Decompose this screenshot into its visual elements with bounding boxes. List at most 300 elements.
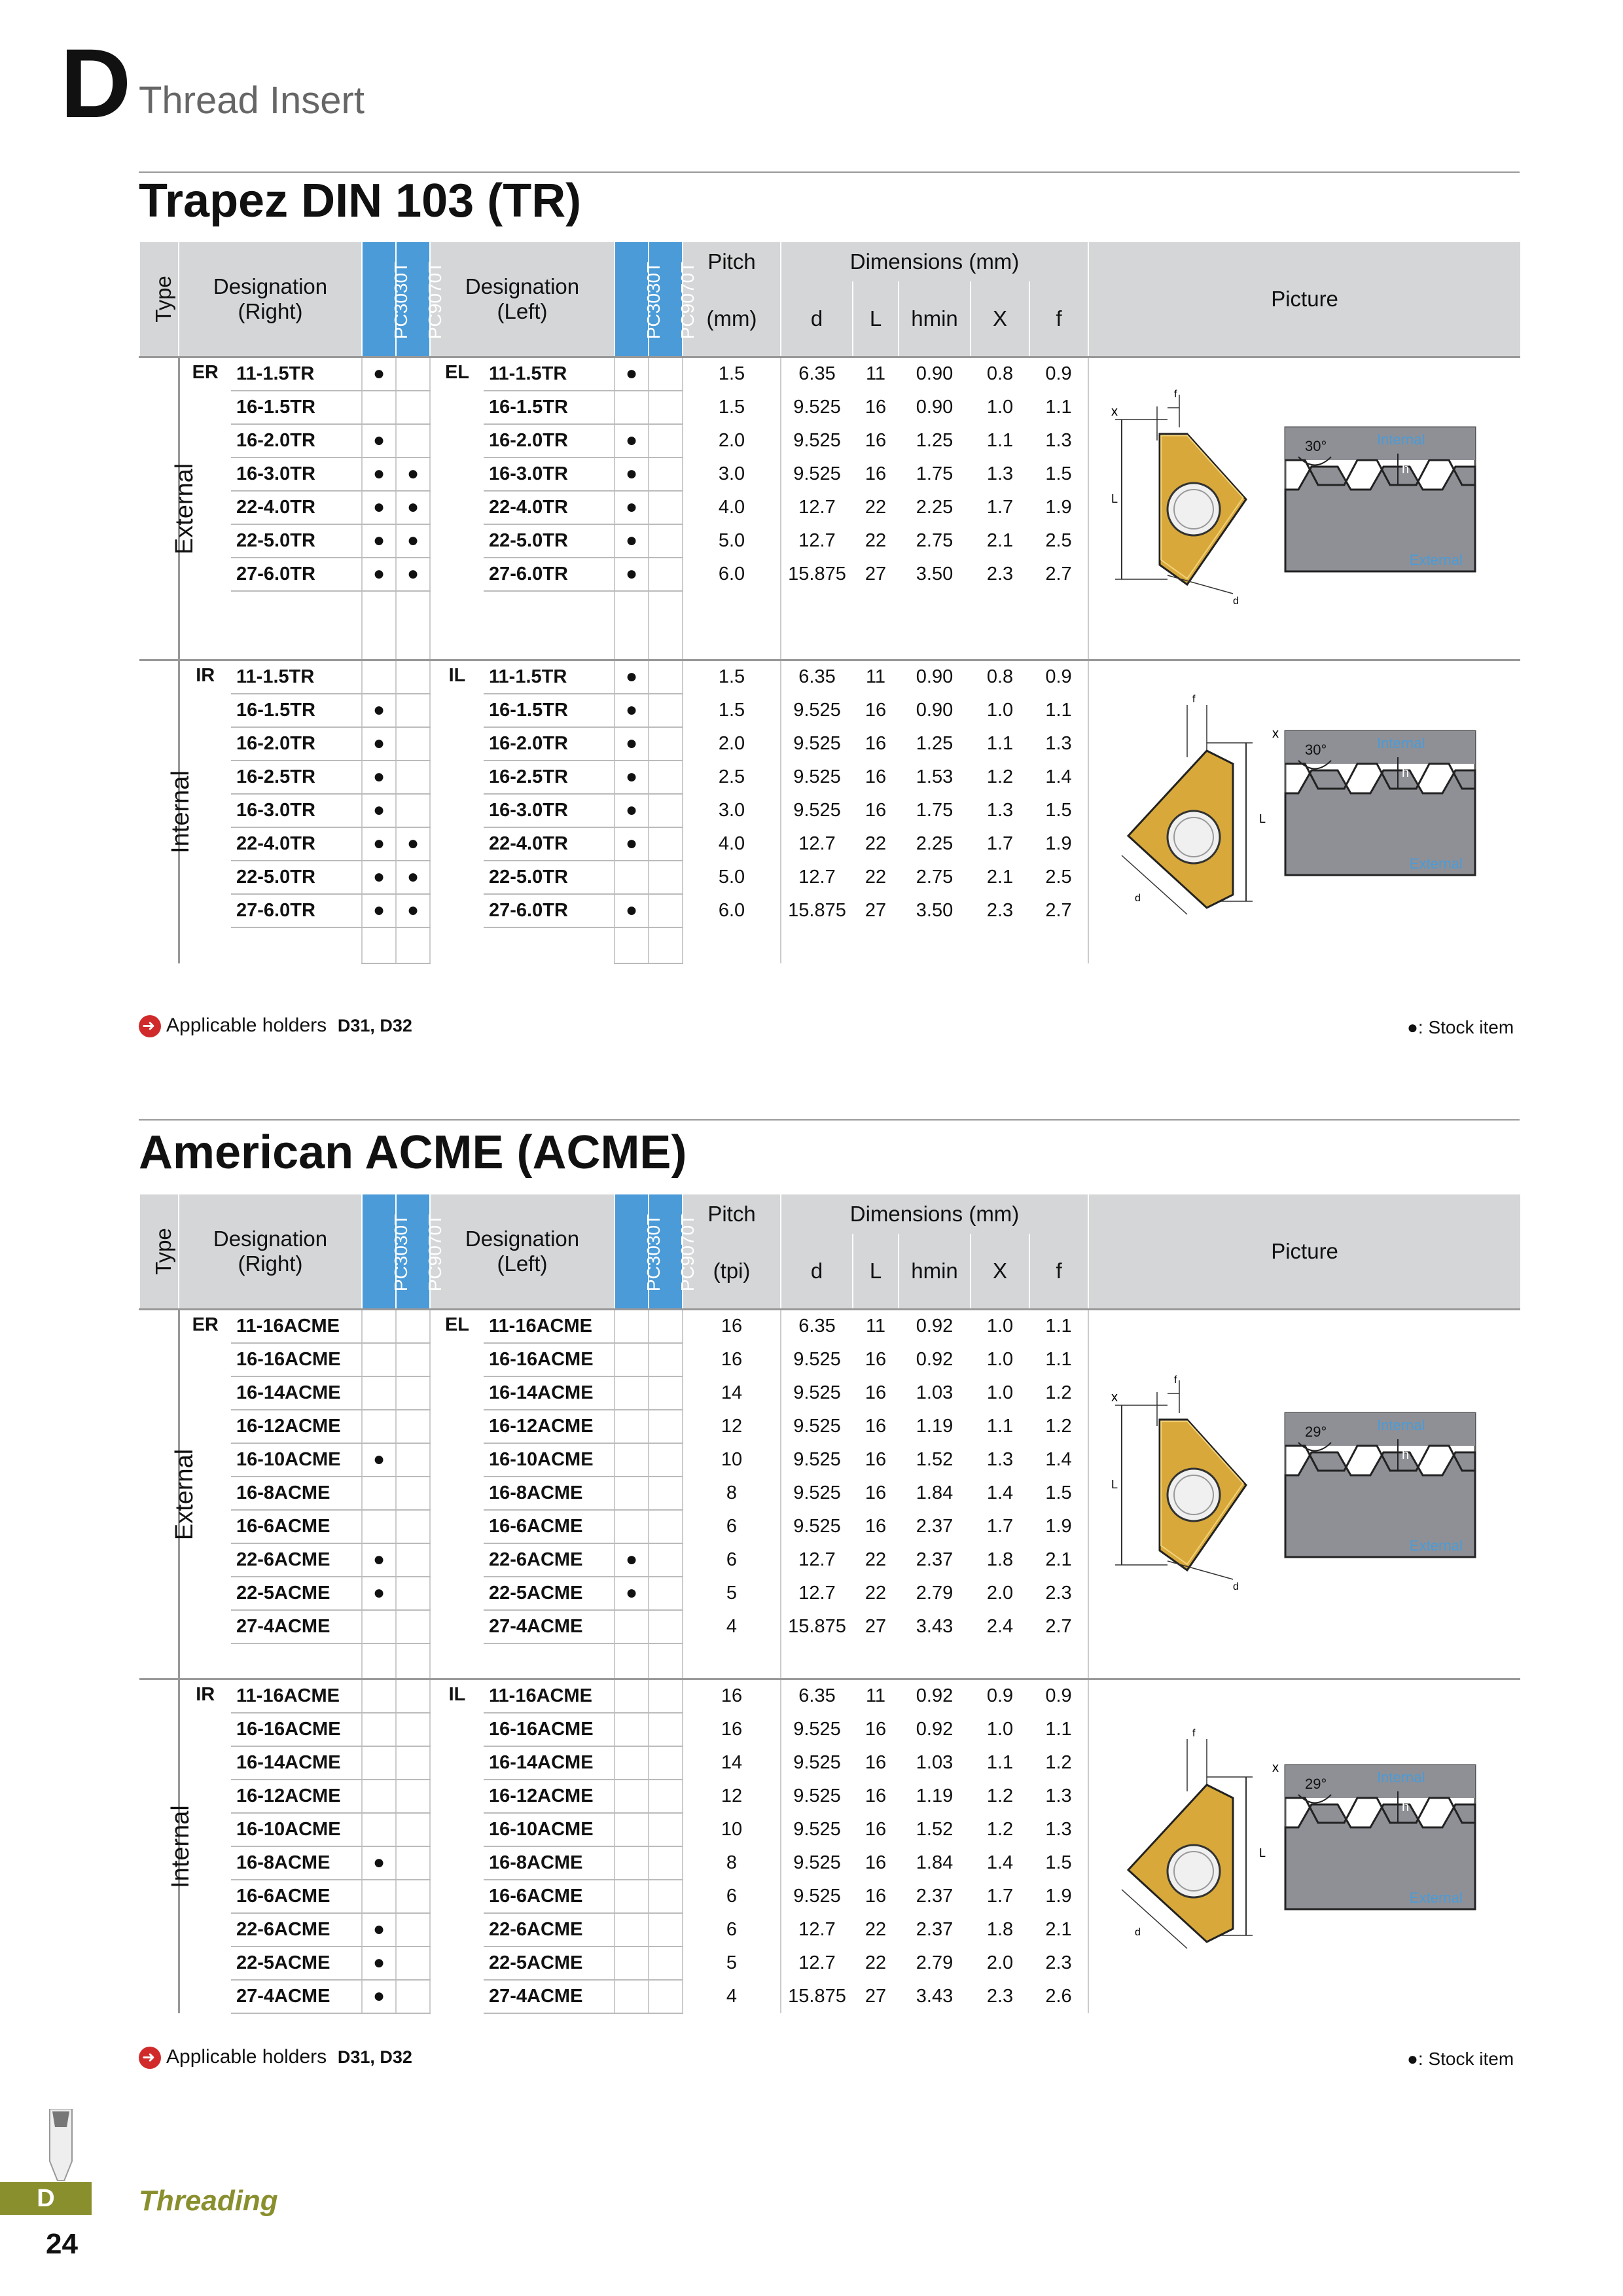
type-label: External <box>139 357 179 660</box>
stock-pc3030t-left <box>615 1713 649 1746</box>
dim-d: 9.525 <box>793 396 841 418</box>
dim-l: 22 <box>865 833 887 854</box>
dim-l-label: L <box>1258 812 1266 825</box>
designation-right[interactable]: 22-5ACME <box>231 1577 362 1610</box>
dim-l: 16 <box>865 732 887 754</box>
pitch-value: 2.5 <box>683 761 781 794</box>
dim-hmin: 1.75 <box>916 799 954 821</box>
col-grade-pc3030t-left: PC3030T <box>615 1194 649 1310</box>
dim-x: 0.8 <box>971 357 1029 391</box>
dim-f: 1.2 <box>1045 1382 1072 1403</box>
pitch-value: 2.0 <box>683 424 781 457</box>
dim-d: 9.525 <box>793 1751 841 1773</box>
arrow-right-icon <box>139 1015 161 1037</box>
dim-hmin: 0.92 <box>899 1310 971 1343</box>
designation-left[interactable]: 22-6ACME <box>484 1543 615 1577</box>
dim-hmin: 0.90 <box>916 699 954 721</box>
dim-d: 15.875 <box>788 899 846 921</box>
stock-pc9070t-right <box>396 1846 430 1880</box>
pitch-value: 1.5 <box>683 660 781 694</box>
designation-left[interactable]: 16-14ACME <box>484 1376 615 1410</box>
stock-pc9070t-left <box>649 1477 683 1510</box>
col-picture: Picture <box>1088 1194 1520 1310</box>
designation-right[interactable]: 16-8ACME <box>231 1846 362 1880</box>
dim-d: 9.525 <box>793 1818 841 1840</box>
dim-hmin: 3.43 <box>916 1615 954 1637</box>
designation-left[interactable]: 16-8ACME <box>484 1846 615 1880</box>
designation-right[interactable]: 16-1.5TR <box>231 391 362 424</box>
table-row <box>139 660 1520 694</box>
stock-pc9070t-left <box>649 1310 683 1343</box>
dim-f: 1.2 <box>1045 1415 1072 1437</box>
designation-right[interactable]: 16-1.5TR <box>231 694 362 727</box>
stock-pc9070t-right: ● <box>396 558 430 591</box>
stock-pc3030t-left: ● <box>615 794 649 827</box>
dim-x: 2.3 <box>986 563 1014 584</box>
dim-d-label: d <box>1232 596 1239 607</box>
stock-pc3030t-left <box>615 1880 649 1913</box>
code-right: ER <box>179 357 231 660</box>
stock-pc3030t-right <box>362 1376 396 1410</box>
designation-right[interactable]: 27-6.0TR <box>231 558 362 591</box>
dim-hmin: 0.90 <box>899 660 971 694</box>
dim-f-label: f <box>1173 389 1177 400</box>
col-d: d <box>781 1234 853 1310</box>
dim-x: 1.0 <box>986 1348 1014 1370</box>
dim-f: 1.1 <box>1045 1348 1072 1370</box>
dim-x: 1.1 <box>986 732 1014 754</box>
pitch-value: 5.0 <box>683 524 781 558</box>
pitch-value: 16 <box>683 1679 781 1713</box>
designation-right[interactable]: 16-6ACME <box>231 1510 362 1543</box>
designation-right[interactable]: 22-5.0TR <box>231 861 362 894</box>
stock-pc3030t-right <box>362 1510 396 1543</box>
designation-left[interactable]: 22-4.0TR <box>484 827 615 861</box>
designation-left[interactable]: 16-6ACME <box>484 1510 615 1543</box>
dim-x: 1.8 <box>986 1549 1014 1570</box>
dim-x-label: x <box>1111 404 1118 419</box>
designation-left[interactable]: 16-1.5TR <box>484 391 615 424</box>
stock-pc3030t-right: ● <box>362 694 396 727</box>
pitch-value: 8 <box>683 1477 781 1510</box>
dim-x: 2.3 <box>986 1985 1014 2007</box>
designation-right[interactable]: 11-1.5TR <box>231 660 362 694</box>
dim-l: 27 <box>865 1615 887 1637</box>
designation-left[interactable]: 22-5.0TR <box>484 861 615 894</box>
stock-pc9070t-right <box>396 1410 430 1443</box>
dim-l: 22 <box>865 496 887 518</box>
internal-label: Internal <box>1376 734 1425 751</box>
dim-d: 12.7 <box>798 1549 836 1570</box>
dim-d: 15.875 <box>788 1985 846 2007</box>
stock-pc3030t-left: ● <box>615 761 649 794</box>
designation-right[interactable]: 27-4ACME <box>231 1980 362 2013</box>
dim-hmin: 1.84 <box>916 1852 954 1873</box>
stock-pc9070t-left <box>649 660 683 694</box>
internal-label: Internal <box>1376 1417 1425 1433</box>
designation-right[interactable]: 16-12ACME <box>231 1780 362 1813</box>
pitch-value: 6.0 <box>683 558 781 591</box>
stock-pc9070t-left <box>649 694 683 727</box>
stock-pc9070t-left <box>649 357 683 391</box>
dim-f: 1.5 <box>1045 1852 1072 1873</box>
stock-pc9070t-left <box>649 861 683 894</box>
stock-pc9070t-right <box>396 1746 430 1780</box>
dim-hmin: 1.03 <box>916 1382 954 1403</box>
stock-pc9070t-left <box>649 1846 683 1880</box>
dim-f: 1.4 <box>1045 766 1072 787</box>
designation-right[interactable]: 16-2.0TR <box>231 424 362 457</box>
designation-left[interactable]: 11-1.5TR <box>484 357 615 391</box>
designation-right[interactable]: 16-10ACME <box>231 1813 362 1846</box>
stock-pc9070t-right: ● <box>396 827 430 861</box>
chapter-name: Threading <box>139 2185 278 2217</box>
col-designation-right: Designation (Right) <box>179 1194 362 1310</box>
designation-right[interactable]: 16-14ACME <box>231 1376 362 1410</box>
dim-x: 2.0 <box>986 1952 1014 1973</box>
dim-x: 2.3 <box>986 899 1014 921</box>
designation-right[interactable]: 11-16ACME <box>231 1679 362 1713</box>
dim-d-label: d <box>1232 1581 1239 1592</box>
designation-left[interactable]: 16-16ACME <box>484 1713 615 1746</box>
pitch-value: 3.0 <box>683 794 781 827</box>
table-title: American ACME (ACME) <box>139 1126 687 1179</box>
dim-hmin: 3.50 <box>916 899 954 921</box>
designation-right[interactable]: 16-12ACME <box>231 1410 362 1443</box>
dim-d: 12.7 <box>798 1952 836 1973</box>
col-pitch-unit: (mm) <box>683 281 781 357</box>
designation-left[interactable]: 16-14ACME <box>484 1746 615 1780</box>
dim-l: 16 <box>865 463 887 484</box>
section-title: Thread Insert <box>139 79 365 122</box>
designation-left[interactable]: 27-6.0TR <box>484 558 615 591</box>
code-left: IL <box>430 660 484 963</box>
stock-pc3030t-right: ● <box>362 424 396 457</box>
stock-pc3030t-left <box>615 1813 649 1846</box>
stock-pc3030t-right: ● <box>362 1946 396 1980</box>
stock-pc3030t-right: ● <box>362 1577 396 1610</box>
stock-pc3030t-right <box>362 1343 396 1376</box>
dim-hmin: 1.03 <box>916 1751 954 1773</box>
stock-pc9070t-right: ● <box>396 894 430 927</box>
stock-pc3030t-right: ● <box>362 491 396 524</box>
col-designation-left: Designation (Left) <box>430 242 615 357</box>
dim-l-label: L <box>1111 492 1118 505</box>
designation-right[interactable]: 16-2.0TR <box>231 727 362 761</box>
designation-left[interactable]: 16-10ACME <box>484 1443 615 1477</box>
stock-pc3030t-right <box>362 1610 396 1643</box>
designation-right[interactable]: 27-6.0TR <box>231 894 362 927</box>
designation-left[interactable]: 11-1.5TR <box>484 660 615 694</box>
code-right: ER <box>179 1310 231 1679</box>
dim-f: 2.3 <box>1045 1582 1072 1604</box>
designation-left[interactable]: 16-12ACME <box>484 1410 615 1443</box>
designation-right[interactable]: 16-16ACME <box>231 1343 362 1376</box>
stock-pc3030t-left <box>615 1310 649 1343</box>
pitch-value: 1.5 <box>683 357 781 391</box>
col-grade-pc3030t: PC3030T <box>362 1194 396 1310</box>
stock-pc9070t-left <box>649 727 683 761</box>
designation-left[interactable]: 16-2.5TR <box>484 761 615 794</box>
stock-pc3030t-right: ● <box>362 1443 396 1477</box>
dim-d: 9.525 <box>793 799 841 821</box>
dim-f: 0.9 <box>1029 357 1088 391</box>
designation-right[interactable]: 22-4.0TR <box>231 491 362 524</box>
pitch-value: 6 <box>683 1880 781 1913</box>
stock-pc3030t-left: ● <box>615 491 649 524</box>
pitch-value: 16 <box>683 1310 781 1343</box>
stock-pc9070t-left <box>649 1946 683 1980</box>
thread-angle-label: 29° <box>1304 1776 1327 1793</box>
stock-pc3030t-right: ● <box>362 894 396 927</box>
dim-l: 27 <box>865 563 887 584</box>
designation-right[interactable]: 16-14ACME <box>231 1746 362 1780</box>
pitch-value: 1.5 <box>683 391 781 424</box>
stock-pc3030t-left <box>615 1510 649 1543</box>
pitch-value: 10 <box>683 1813 781 1846</box>
designation-left[interactable]: 11-16ACME <box>484 1310 615 1343</box>
dim-hmin: 0.90 <box>916 396 954 418</box>
stock-pc3030t-left <box>615 1846 649 1880</box>
designation-left[interactable]: 16-2.0TR <box>484 727 615 761</box>
designation-right[interactable]: 11-1.5TR <box>231 357 362 391</box>
dim-hmin: 2.25 <box>916 496 954 518</box>
dim-x: 2.1 <box>986 866 1014 888</box>
designation-right[interactable]: 22-6ACME <box>231 1543 362 1577</box>
stock-pc3030t-left <box>615 1477 649 1510</box>
stock-pc9070t-left <box>649 1880 683 1913</box>
dim-f: 0.9 <box>1029 660 1088 694</box>
dim-hmin: 1.52 <box>916 1818 954 1840</box>
stock-pc9070t-left <box>649 524 683 558</box>
designation-right[interactable]: 16-6ACME <box>231 1880 362 1913</box>
designation-left[interactable]: 22-4.0TR <box>484 491 615 524</box>
section-letter: D <box>60 28 132 138</box>
dim-x: 2.1 <box>986 529 1014 551</box>
dim-x: 1.0 <box>971 1310 1029 1343</box>
stock-pc3030t-left <box>615 1913 649 1946</box>
stock-pc9070t-right <box>396 1543 430 1577</box>
dim-d: 9.525 <box>793 699 841 721</box>
col-designation-left: Designation (Left) <box>430 1194 615 1310</box>
stock-pc3030t-left <box>615 1376 649 1410</box>
stock-pc9070t-right: ● <box>396 524 430 558</box>
pitch-value: 4 <box>683 1610 781 1643</box>
depth-h-label: h <box>1401 1448 1409 1462</box>
designation-right[interactable]: 11-16ACME <box>231 1310 362 1343</box>
designation-left[interactable]: 16-16ACME <box>484 1343 615 1376</box>
pitch-value: 5.0 <box>683 861 781 894</box>
dim-x: 1.0 <box>986 699 1014 721</box>
dim-f: 1.9 <box>1045 833 1072 854</box>
dim-d: 6.35 <box>781 1310 853 1343</box>
stock-pc9070t-right <box>396 761 430 794</box>
pitch-value: 6 <box>683 1913 781 1946</box>
designation-left[interactable]: 27-6.0TR <box>484 894 615 927</box>
pitch-value: 4 <box>683 1980 781 2013</box>
dim-x: 1.1 <box>986 429 1014 451</box>
dim-d: 9.525 <box>793 1415 841 1437</box>
dim-x: 1.1 <box>986 1751 1014 1773</box>
designation-left[interactable]: 16-2.0TR <box>484 424 615 457</box>
dim-d: 12.7 <box>798 496 836 518</box>
stock-pc9070t-left <box>649 1980 683 2013</box>
pitch-value: 5 <box>683 1577 781 1610</box>
dim-f: 1.3 <box>1045 1785 1072 1806</box>
col-grade-pc3030t-left: PC3030T <box>615 242 649 357</box>
dim-d: 9.525 <box>793 1482 841 1503</box>
dim-d: 15.875 <box>788 563 846 584</box>
designation-right[interactable]: 16-8ACME <box>231 1477 362 1510</box>
dim-f: 1.9 <box>1045 1885 1072 1907</box>
dim-hmin: 2.25 <box>916 833 954 854</box>
col-pitch-unit: (tpi) <box>683 1234 781 1310</box>
designation-left[interactable]: 27-4ACME <box>484 1610 615 1643</box>
designation-left[interactable]: 16-12ACME <box>484 1780 615 1813</box>
table-row <box>139 1679 1520 1713</box>
table-title: Trapez DIN 103 (TR) <box>139 175 582 227</box>
col-dimensions: Dimensions (mm) <box>781 1194 1088 1234</box>
pitch-value: 14 <box>683 1746 781 1780</box>
dim-x-label: x <box>1272 1761 1279 1776</box>
insert-picture <box>1088 660 1520 963</box>
pitch-value: 1.5 <box>683 694 781 727</box>
dim-l: 16 <box>865 1515 887 1537</box>
holder-tool-icon <box>38 2109 84 2184</box>
designation-left[interactable]: 27-4ACME <box>484 1980 615 2013</box>
stock-pc9070t-left <box>649 1780 683 1813</box>
dim-x: 0.9 <box>971 1679 1029 1713</box>
stock-pc3030t-left <box>615 1946 649 1980</box>
dim-f: 2.1 <box>1045 1918 1072 1940</box>
stock-pc9070t-right <box>396 1310 430 1343</box>
dim-f: 1.1 <box>1045 699 1072 721</box>
designation-left[interactable]: 22-6ACME <box>484 1913 615 1946</box>
designation-right[interactable]: 16-3.0TR <box>231 457 362 491</box>
designation-left[interactable]: 16-10ACME <box>484 1813 615 1846</box>
designation-right[interactable]: 16-10ACME <box>231 1443 362 1477</box>
designation-right[interactable]: 22-4.0TR <box>231 827 362 861</box>
dim-hmin: 0.92 <box>916 1718 954 1740</box>
stock-pc9070t-right <box>396 1477 430 1510</box>
dim-d: 12.7 <box>798 866 836 888</box>
page-number: 24 <box>46 2228 78 2260</box>
dim-x: 1.0 <box>986 1382 1014 1403</box>
designation-left[interactable]: 16-3.0TR <box>484 457 615 491</box>
dim-x: 2.4 <box>986 1615 1014 1637</box>
dim-f: 1.3 <box>1045 1818 1072 1840</box>
dim-l: 16 <box>865 1852 887 1873</box>
designation-right[interactable]: 22-5.0TR <box>231 524 362 558</box>
dim-hmin: 1.75 <box>916 463 954 484</box>
dim-x: 1.7 <box>986 833 1014 854</box>
dim-f: 1.9 <box>1045 496 1072 518</box>
chapter-tab[interactable]: D <box>0 2182 92 2215</box>
designation-right[interactable]: 22-5ACME <box>231 1946 362 1980</box>
pitch-value: 6.0 <box>683 894 781 927</box>
dim-hmin: 2.79 <box>916 1582 954 1604</box>
col-grade-pc9070t-left: PC9070T <box>649 242 683 357</box>
dim-l: 16 <box>865 699 887 721</box>
dim-f: 2.5 <box>1045 866 1072 888</box>
stock-pc9070t-left <box>649 491 683 524</box>
col-l: L <box>853 281 899 357</box>
stock-pc3030t-left: ● <box>615 457 649 491</box>
designation-left[interactable]: 16-3.0TR <box>484 794 615 827</box>
col-pitch: Pitch <box>683 242 781 281</box>
external-label: External <box>1409 855 1463 872</box>
stock-pc3030t-right: ● <box>362 357 396 391</box>
dim-hmin: 0.92 <box>916 1348 954 1370</box>
dim-d: 12.7 <box>798 529 836 551</box>
designation-left[interactable]: 22-5ACME <box>484 1577 615 1610</box>
dim-f: 1.9 <box>1045 1515 1072 1537</box>
pitch-value: 16 <box>683 1713 781 1746</box>
designation-left[interactable]: 22-5ACME <box>484 1946 615 1980</box>
stock-legend: ●: Stock item <box>1407 2049 1514 2069</box>
dim-f: 2.7 <box>1045 899 1072 921</box>
dim-l: 16 <box>865 1348 887 1370</box>
depth-h-label: h <box>1401 462 1409 476</box>
thread-angle-label: 30° <box>1304 438 1327 454</box>
dim-l: 16 <box>865 1382 887 1403</box>
type-label: External <box>139 1310 179 1679</box>
stock-pc3030t-left <box>615 861 649 894</box>
stock-pc9070t-right <box>396 1510 430 1543</box>
code-right: IR <box>179 660 231 963</box>
dim-d: 6.35 <box>781 1679 853 1713</box>
dim-hmin: 1.53 <box>916 766 954 787</box>
col-hmin: hmin <box>899 281 971 357</box>
dim-hmin: 0.90 <box>899 357 971 391</box>
stock-pc3030t-left <box>615 1780 649 1813</box>
designation-right[interactable]: 22-6ACME <box>231 1913 362 1946</box>
stock-pc3030t-right: ● <box>362 761 396 794</box>
dim-hmin: 2.75 <box>916 529 954 551</box>
stock-pc3030t-left <box>615 1679 649 1713</box>
stock-pc9070t-right <box>396 694 430 727</box>
dim-x: 1.2 <box>986 1818 1014 1840</box>
designation-right[interactable]: 16-3.0TR <box>231 794 362 827</box>
designation-left[interactable]: 22-5.0TR <box>484 524 615 558</box>
designation-right[interactable]: 16-16ACME <box>231 1713 362 1746</box>
stock-pc9070t-right <box>396 1913 430 1946</box>
stock-pc3030t-left: ● <box>615 524 649 558</box>
designation-left[interactable]: 16-8ACME <box>484 1477 615 1510</box>
external-label: External <box>1409 1537 1463 1554</box>
designation-right[interactable]: 16-2.5TR <box>231 761 362 794</box>
stock-pc3030t-right: ● <box>362 861 396 894</box>
designation-left[interactable]: 11-16ACME <box>484 1679 615 1713</box>
thread-angle-label: 29° <box>1304 1424 1327 1440</box>
section-rule <box>139 171 1520 173</box>
dim-hmin: 3.43 <box>916 1985 954 2007</box>
dim-f: 1.1 <box>1029 1310 1088 1343</box>
stock-legend: ●: Stock item <box>1407 1017 1514 1037</box>
designation-left[interactable]: 16-1.5TR <box>484 694 615 727</box>
stock-pc3030t-right <box>362 1477 396 1510</box>
stock-pc9070t-right <box>396 794 430 827</box>
designation-left[interactable]: 16-6ACME <box>484 1880 615 1913</box>
stock-pc3030t-right <box>362 1746 396 1780</box>
dim-f: 1.3 <box>1045 429 1072 451</box>
dim-hmin: 2.37 <box>916 1515 954 1537</box>
designation-right[interactable]: 27-4ACME <box>231 1610 362 1643</box>
stock-pc3030t-right: ● <box>362 1543 396 1577</box>
dim-f-label: f <box>1192 693 1196 705</box>
stock-pc3030t-right: ● <box>362 1980 396 2013</box>
stock-pc9070t-right <box>396 1780 430 1813</box>
